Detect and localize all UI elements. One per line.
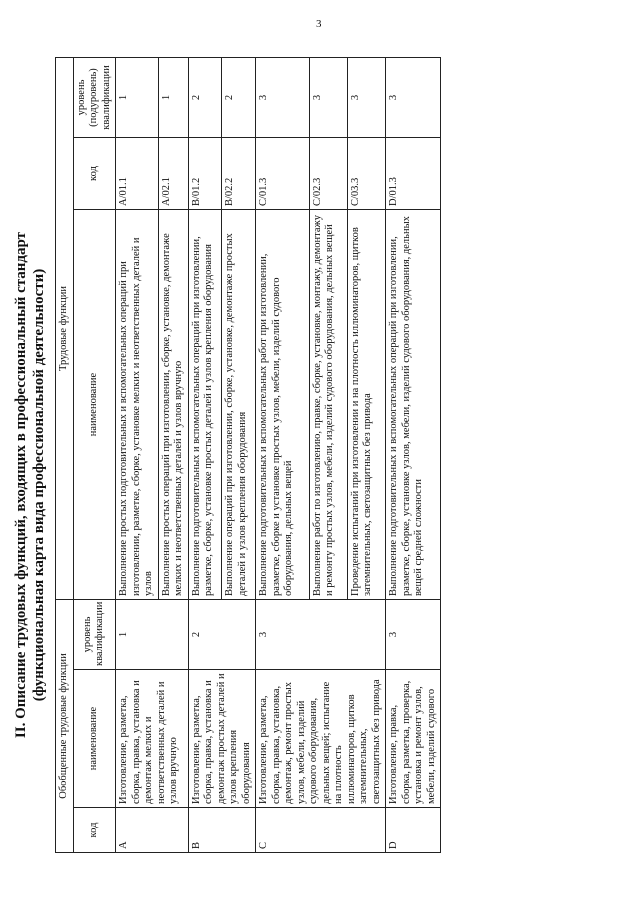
gf-level: 3 (256, 600, 386, 670)
gf-name: Изготовление, правка, сборка, разметка, проверка, установка и ремонт узлов, мебели, изделий судового (386, 670, 441, 808)
tf-code: C/01.3 (256, 138, 310, 210)
tf-name: Выполнение операций при изготовлении, сборке, установке, демонтаже простых деталей и узлов крепления оборудования (222, 210, 256, 600)
tf-level: 3 (347, 57, 385, 137)
header-code: код (73, 808, 116, 853)
gf-name: Изготовление, разметка, сборка, правка, установка и демонтаж простых деталей и узлов крепления оборудования (188, 670, 256, 808)
tf-level: 3 (256, 57, 310, 137)
tf-name: Выполнение простых операций при изготовлении, сборке, установке, демонтаже мелких и неответственных деталей и узлов вручную (158, 210, 188, 600)
tf-name: Выполнение работ по изготовлению, правке, сборке, установке, монтажу, демонтажу и ремонту простых узлов, мебели, изделий судового оборудования, дельных вещей (309, 210, 347, 600)
header-generalized-functions: Обобщенные трудовые функции (56, 600, 74, 853)
gf-code: C (256, 808, 386, 853)
tf-name: Выполнение подготовительных и вспомогательных работ при изготовлении, разметке, сборке и установке простых узлов, мебели, изделий судового оборудования, дельных вещей (256, 210, 310, 600)
header-function-level: уровень (подуровень) квалификации (73, 57, 116, 137)
tf-code: A/02.1 (158, 138, 188, 210)
heading-line-2: (функциональная карта вида профессиональной деятельности) (31, 268, 47, 702)
tf-name: Выполнение подготовительных и вспомогательных операций при изготовлении, разметке, сборке, установке простых деталей и узлов крепления оборудования (188, 210, 222, 600)
gf-code: D (386, 808, 441, 853)
tf-name: Проведение испытаний при изготовлении и на плотность иллюминаторов, щитков затемнительных, светозащитных без привода (347, 210, 385, 600)
tf-level: 1 (158, 57, 188, 137)
table-row (188, 57, 222, 852)
tf-code: C/03.3 (347, 138, 385, 210)
page-number: 3 (316, 18, 322, 30)
tf-code: C/02.3 (309, 138, 347, 210)
table-row (116, 57, 159, 852)
tf-name: Выполнение подготовительных и вспомогательных операций при изготовлении, разметке, сборке, установке узлов, мебели, изделий судового оборудования, дельных вещей средней сложности (386, 210, 441, 600)
tf-level: 3 (386, 57, 441, 137)
tf-level: 2 (188, 57, 222, 137)
header-function-code: код (73, 138, 116, 210)
tf-code: D/01.3 (386, 138, 441, 210)
heading-line-1: II. Описание трудовых функций, входящих в профессиональный стандарт (13, 231, 29, 739)
tf-code: A/01.1 (116, 138, 159, 210)
tf-code: B/01.2 (188, 138, 222, 210)
table-row (256, 57, 310, 852)
gf-code: B (188, 808, 256, 853)
tf-level: 3 (309, 57, 347, 137)
header-level: уровень квалификации (73, 600, 116, 670)
gf-level: 2 (188, 600, 256, 670)
gf-name: Изготовление, разметка, сборка, правка, установка и демонтаж мелких и неответственных деталей и узлов вручную (116, 670, 189, 808)
header-labor-functions: Трудовые функции (56, 57, 74, 599)
header-function-name: наименование (73, 210, 116, 600)
table-row (386, 57, 441, 852)
tf-code: B/02.2 (222, 138, 256, 210)
gf-name: Изготовление, разметка, сборка, правка, установка, демонтаж, ремонт простых узлов, мебели, изделий судового оборудования, дельных вещей; испытание на плотность иллюминаторов, щитков затемнительных, светозащитных без привода (256, 670, 386, 808)
functional-map-table (55, 57, 441, 853)
gf-level: 1 (116, 600, 189, 670)
tf-name: Выполнение простых подготовительных и вспомогательных операций при изготовлении, разметке, сборке, установке мелких и неответственных деталей и узлов (116, 210, 159, 600)
tf-level: 1 (116, 57, 159, 137)
header-name: наименование (73, 670, 116, 808)
gf-level: 3 (386, 600, 441, 670)
gf-code: A (116, 808, 189, 853)
tf-level: 2 (222, 57, 256, 137)
section-heading (12, 85, 48, 885)
